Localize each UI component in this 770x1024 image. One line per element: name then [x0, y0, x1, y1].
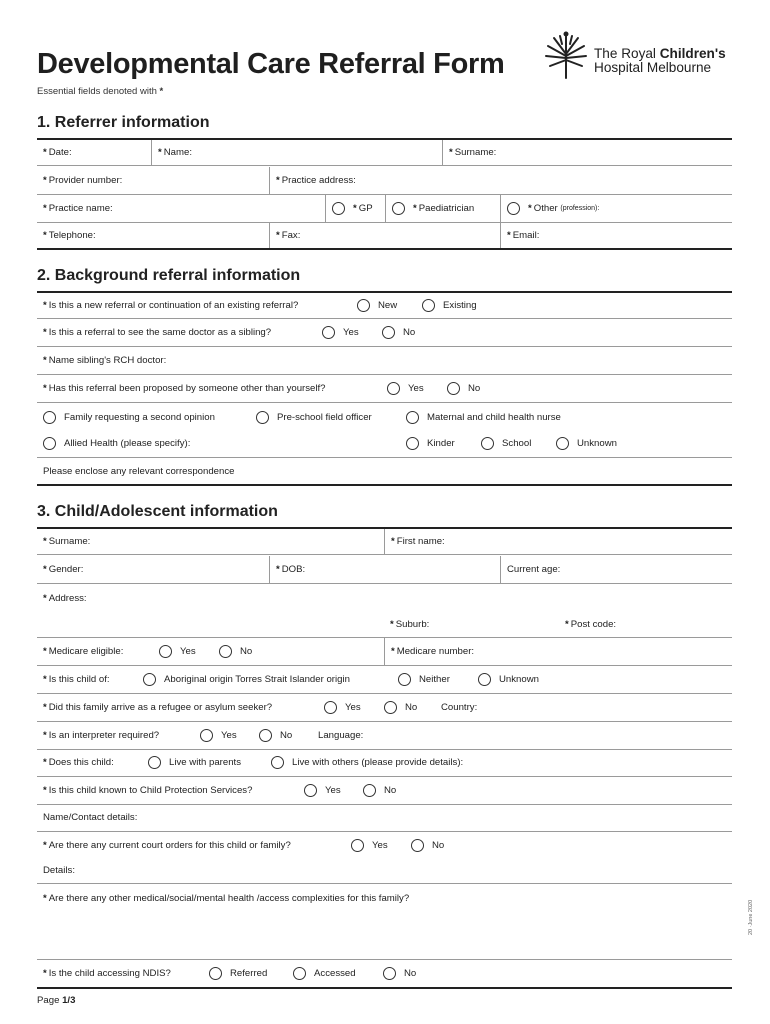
medicare-row [37, 638, 732, 666]
sibling-yes-option[interactable]: Yes [322, 319, 359, 346]
medicare-yes-option[interactable]: Yes [159, 638, 196, 665]
provider-number-field[interactable]: * Provider number: [43, 175, 123, 186]
interpreter-question: * Is an interpreter required? [43, 730, 160, 741]
medicare-yes-radio[interactable] [159, 645, 172, 658]
refugee-row [37, 694, 732, 722]
live-with-parents-radio[interactable] [148, 756, 161, 769]
maternal-radio[interactable] [406, 411, 419, 424]
proposed-row [37, 375, 732, 403]
referrer-row-1 [37, 138, 732, 166]
surname-field[interactable]: * Surname: [442, 140, 732, 165]
court-yes-radio[interactable] [351, 839, 364, 852]
child-of-row [37, 666, 732, 694]
refugee-yes-option[interactable]: Yes [324, 694, 361, 721]
sibling-question: * Is this a referral to see the same doctor as a sibling? [43, 327, 272, 338]
kinder-option[interactable]: Kinder [406, 430, 455, 457]
sibling-doctor-row[interactable] [37, 347, 732, 375]
proposer-row-2 [37, 430, 732, 458]
court-yes-option[interactable]: Yes [351, 831, 388, 859]
post-code-field[interactable]: * Post code: [565, 618, 617, 630]
aboriginal-radio[interactable] [143, 673, 156, 686]
ndis-referred-radio[interactable] [209, 967, 222, 980]
proposed-question: * Has this referral been proposed by someone other than yourself? [43, 383, 326, 394]
child-first-name-field[interactable]: * First name: [384, 529, 732, 554]
aboriginal-option[interactable]: Aboriginal origin Torres Strait Islander origin [143, 666, 350, 693]
proposed-yes-option[interactable]: Yes [387, 375, 424, 402]
child-unknown-radio[interactable] [478, 673, 491, 686]
child-name-row [37, 527, 732, 555]
other-profession-option[interactable]: * Other (profession): [500, 195, 732, 222]
ndis-question: * Is the child accessing NDIS? [43, 968, 171, 979]
protection-yes-radio[interactable] [304, 784, 317, 797]
court-no-radio[interactable] [411, 839, 424, 852]
details-row[interactable] [37, 858, 732, 884]
logo-wordmark: The Royal Children's Hospital Melbourne [594, 46, 726, 75]
telephone-field[interactable]: * Telephone: [43, 230, 96, 241]
sibling-yes-radio[interactable] [322, 326, 335, 339]
neither-option[interactable]: Neither [398, 666, 450, 693]
section-3-title: 3. Child/Adolescent information [37, 503, 278, 520]
new-option[interactable]: New [357, 293, 397, 318]
school-option[interactable]: School [481, 430, 531, 457]
medicare-number-field[interactable]: * Medicare number: [384, 638, 732, 665]
gp-option[interactable]: * GP [325, 195, 385, 222]
referrer-row-3 [37, 195, 732, 223]
interpreter-yes-option[interactable]: Yes [200, 722, 237, 749]
page-number: Page 1/3 [37, 995, 76, 1006]
refugee-no-option[interactable]: No [384, 694, 417, 721]
medicare-no-option[interactable]: No [219, 638, 252, 665]
details-field[interactable]: Details: [43, 865, 75, 876]
form-code: 20 ·June 2020 [748, 899, 754, 935]
living-row [37, 749, 732, 777]
ndis-no-radio[interactable] [383, 967, 396, 980]
ndis-accessed-radio[interactable] [293, 967, 306, 980]
suburb-field[interactable]: * Suburb: [390, 618, 430, 630]
family-option[interactable]: Family requesting a second opinion [43, 403, 215, 431]
proposed-yes-radio[interactable] [387, 382, 400, 395]
practice-address-field[interactable]: * Practice address: [269, 167, 732, 194]
refugee-yes-radio[interactable] [324, 701, 337, 714]
preschool-radio[interactable] [256, 411, 269, 424]
complexities-row[interactable] [37, 884, 732, 960]
school-radio[interactable] [481, 437, 494, 450]
neither-radio[interactable] [398, 673, 411, 686]
live-with-others-option[interactable]: Live with others (please provide details): [271, 749, 463, 776]
enclose-row [37, 458, 732, 486]
address-field[interactable]: * Address: [43, 592, 87, 604]
referrer-row-2 [37, 167, 732, 195]
protection-yes-option[interactable]: Yes [304, 777, 341, 804]
complexities-question[interactable]: * Are there any other medical/social/mental health /access complexities for this family? [43, 892, 410, 904]
hospital-logo [542, 30, 742, 82]
court-no-option[interactable]: No [411, 831, 444, 859]
child-of-question: * Is this child of: [43, 674, 110, 685]
court-question: * Are there any current court orders for this child or family? [43, 839, 291, 851]
ndis-no-option[interactable]: No [383, 960, 416, 987]
practice-name-field[interactable]: * Practice name: [43, 203, 113, 214]
maternal-option[interactable]: Maternal and child health nurse [406, 403, 561, 431]
section-1-title: 1. Referrer information [37, 114, 210, 131]
new-referral-row [37, 291, 732, 319]
medicare-no-radio[interactable] [219, 645, 232, 658]
unknown-option[interactable]: Unknown [556, 430, 617, 457]
kinder-radio[interactable] [406, 437, 419, 450]
unknown-radio[interactable] [556, 437, 569, 450]
essential-note: Essential fields denoted with * [37, 86, 164, 97]
protection-no-option[interactable]: No [363, 777, 396, 804]
live-with-parents-option[interactable]: Live with parents [148, 749, 241, 776]
page-title: Developmental Care Referral Form [37, 48, 505, 80]
paediatrician-option[interactable]: * Paediatrician [385, 195, 500, 222]
dob-field[interactable]: * DOB: [269, 556, 500, 583]
refugee-question: * Did this family arrive as a refugee or asylum seeker? [43, 702, 273, 713]
proposed-no-radio[interactable] [447, 382, 460, 395]
fax-field[interactable]: * Fax: [269, 223, 500, 248]
court-row [37, 831, 732, 859]
date-field[interactable]: * Date: [43, 147, 72, 158]
language-field[interactable]: Language: [318, 730, 364, 741]
interpreter-yes-radio[interactable] [200, 729, 213, 742]
sibling-no-radio[interactable] [382, 326, 395, 339]
proposer-row-1 [37, 403, 732, 431]
sibling-no-option[interactable]: No [382, 319, 415, 346]
name-field[interactable]: * Name: [151, 140, 442, 165]
sibling-doctor-field[interactable]: * Name sibling's RCH doctor: [43, 355, 167, 366]
referrer-row-4 [37, 223, 732, 250]
enclose-note: Please enclose any relevant correspondence [43, 465, 235, 477]
new-radio[interactable] [357, 299, 370, 312]
proposed-no-option[interactable]: No [447, 375, 480, 402]
allied-health-radio[interactable] [43, 437, 56, 450]
other-radio[interactable] [507, 202, 520, 215]
live-with-others-radio[interactable] [271, 756, 284, 769]
ndis-row [37, 960, 732, 989]
existing-radio[interactable] [422, 299, 435, 312]
current-age-field[interactable]: Current age: [500, 556, 732, 583]
child-surname-field[interactable]: * Surname: [43, 536, 91, 547]
gender-field[interactable]: * Gender: [43, 564, 84, 575]
medicare-eligible-question: * Medicare eligible: [43, 646, 124, 657]
sibling-row [37, 319, 732, 347]
gp-radio[interactable] [332, 202, 345, 215]
ndis-referred-option[interactable]: Referred [209, 960, 267, 987]
protection-row [37, 777, 732, 805]
existing-option[interactable]: Existing [422, 293, 477, 318]
does-child-question: * Does this child: [43, 757, 114, 768]
ndis-accessed-option[interactable]: Accessed [293, 960, 356, 987]
child-gender-row [37, 556, 732, 584]
name-contact-field[interactable]: Name/Contact details: [43, 812, 138, 823]
paediatrician-radio[interactable] [392, 202, 405, 215]
family-radio[interactable] [43, 411, 56, 424]
section-2-title: 2. Background referral information [37, 267, 301, 284]
name-contact-row[interactable] [37, 804, 732, 832]
allied-health-option[interactable]: Allied Health (please specify): [43, 430, 190, 457]
interpreter-row [37, 722, 732, 750]
child-unknown-option[interactable]: Unknown [478, 666, 539, 693]
country-field[interactable]: Country: [441, 702, 478, 713]
interpreter-no-option[interactable]: No [259, 722, 292, 749]
email-field[interactable]: * Email: [500, 223, 732, 248]
new-referral-question: * Is this a new referral or continuation of an existing referral? [43, 300, 299, 311]
address-row[interactable] [37, 584, 732, 638]
protection-question: * Is this child known to Child Protection Services? [43, 785, 253, 796]
preschool-option[interactable]: Pre-school field officer [256, 403, 372, 431]
tree-logo-icon [542, 30, 590, 82]
refugee-no-radio[interactable] [384, 701, 397, 714]
interpreter-no-radio[interactable] [259, 729, 272, 742]
protection-no-radio[interactable] [363, 784, 376, 797]
